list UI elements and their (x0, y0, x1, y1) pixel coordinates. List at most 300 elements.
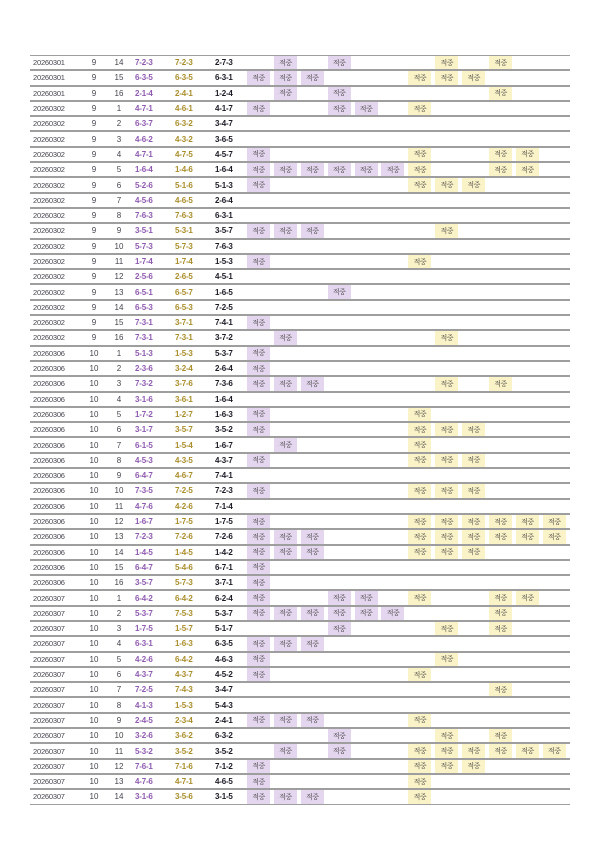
badge-slot (516, 790, 543, 803)
badge-slot (328, 408, 355, 421)
badge-slot (247, 775, 274, 788)
date-cell: 20260307 (33, 685, 65, 695)
pick3-cell: 3-4-7 (215, 685, 233, 695)
badge-slot (355, 132, 382, 145)
badge-slot (543, 301, 570, 314)
badge-slot (408, 71, 435, 84)
hit-badge-purple: 적중 (328, 285, 351, 298)
pick1-cell: 5-7-3 (135, 241, 153, 251)
badge-slot (435, 56, 462, 69)
group-cell: 10 (89, 409, 99, 419)
badge-slot (355, 270, 382, 283)
hit-badge-purple: 적중 (301, 163, 324, 176)
pick1-cell: 6-4-7 (135, 562, 153, 572)
hit-badge-purple: 적중 (274, 637, 297, 650)
date-cell: 20260306 (33, 364, 65, 374)
group-cell: 9 (91, 104, 97, 114)
badge-slot (462, 714, 489, 727)
hit-badge-purple: 적중 (247, 102, 270, 115)
round-cell: 11 (114, 746, 124, 756)
badge-slot (408, 637, 435, 650)
round-cell: 13 (114, 532, 124, 542)
badge-slot (274, 209, 301, 222)
pick1-cell: 2-5-6 (135, 272, 153, 282)
badge-slot (247, 194, 274, 207)
round-cell: 2 (116, 364, 122, 374)
hit-badge-purple: 적중 (247, 653, 270, 666)
badge-slot (301, 209, 328, 222)
badge-slot (489, 775, 516, 788)
hit-badge-yellow: 적중 (435, 331, 458, 344)
badge-slot (462, 285, 489, 298)
badge-slot (489, 408, 516, 421)
group-cell: 9 (91, 195, 97, 205)
badge-slot (462, 729, 489, 742)
badge-slot (408, 148, 435, 161)
badge-slot (355, 668, 382, 681)
badge-slot (516, 591, 543, 604)
badge-slot (516, 637, 543, 650)
badge-slot (247, 71, 274, 84)
badge-slot (328, 148, 355, 161)
hit-badge-purple: 적중 (274, 530, 297, 543)
pick2-cell: 6-5-7 (175, 287, 193, 297)
pick3-cell: 5-4-3 (215, 700, 233, 710)
badge-slot (328, 637, 355, 650)
badge-slot (247, 683, 274, 696)
group-cell: 9 (91, 149, 97, 159)
badge-slot (516, 301, 543, 314)
badge-slot (274, 622, 301, 635)
hit-badge-purple: 적중 (247, 178, 270, 191)
group-cell: 10 (89, 501, 99, 511)
badge-slot (435, 87, 462, 100)
hit-badge-purple: 적중 (247, 546, 270, 559)
badge-slot (543, 71, 570, 84)
badge-slot (381, 224, 408, 237)
badge-slot (435, 469, 462, 482)
badge-slot (516, 714, 543, 727)
badge-slot (408, 561, 435, 574)
badge-slot (462, 469, 489, 482)
hit-badge-purple: 적중 (328, 591, 351, 604)
badge-slot (543, 102, 570, 115)
group-cell: 9 (91, 73, 97, 83)
badge-slot (543, 224, 570, 237)
badge-slot (274, 683, 301, 696)
date-cell: 20260302 (33, 119, 65, 129)
badge-slot (381, 561, 408, 574)
badge-slot (274, 71, 301, 84)
badge-slot (301, 163, 328, 176)
badge-slot (462, 178, 489, 191)
badge-slot (274, 56, 301, 69)
hit-badge-yellow: 적중 (489, 744, 512, 757)
badge-slot (355, 71, 382, 84)
pick2-cell: 1-4-5 (175, 547, 193, 557)
badge-slot (301, 178, 328, 191)
badge-slot (328, 331, 355, 344)
hit-badge-purple: 적중 (247, 760, 270, 773)
table-row (30, 284, 570, 299)
badge-slot (381, 270, 408, 283)
group-cell: 10 (89, 761, 99, 771)
badge-slot (274, 377, 301, 390)
badge-slot (328, 515, 355, 528)
date-cell: 20260307 (33, 654, 65, 664)
group-cell: 10 (89, 486, 99, 496)
pick3-cell: 1-4-2 (215, 547, 233, 557)
badge-slot (301, 362, 328, 375)
badge-slot (247, 377, 274, 390)
pick2-cell: 6-5-3 (175, 302, 193, 312)
badge-slot (435, 515, 462, 528)
badge-slot (301, 393, 328, 406)
group-cell: 10 (89, 578, 99, 588)
hit-badge-purple: 적중 (247, 561, 270, 574)
badge-slot (381, 454, 408, 467)
badge-slot (462, 591, 489, 604)
badge-slot (489, 178, 516, 191)
hit-badge-yellow: 적중 (489, 622, 512, 635)
group-cell: 10 (89, 425, 99, 435)
badge-slot (435, 209, 462, 222)
pick3-cell: 3-7-2 (215, 333, 233, 343)
pick1-cell: 6-3-1 (135, 639, 153, 649)
round-cell: 4 (116, 149, 122, 159)
badge-slot (489, 209, 516, 222)
round-cell: 8 (116, 211, 122, 221)
badge-slot (301, 576, 328, 589)
hit-badge-yellow: 적중 (435, 377, 458, 390)
group-cell: 10 (89, 715, 99, 725)
pick3-cell: 1-2-4 (215, 88, 233, 98)
group-cell: 10 (89, 364, 99, 374)
date-cell: 20260307 (33, 700, 65, 710)
date-cell: 20260306 (33, 578, 65, 588)
hit-results-table (30, 55, 570, 805)
badge-slot (435, 760, 462, 773)
pick3-cell: 7-1-4 (215, 501, 233, 511)
badge-slot (435, 393, 462, 406)
badge-slot (381, 469, 408, 482)
group-cell: 10 (89, 379, 99, 389)
badge-slot (247, 744, 274, 757)
table-row (30, 376, 570, 391)
pick3-cell: 2-4-1 (215, 715, 233, 725)
badge-slot (516, 469, 543, 482)
group-cell: 10 (89, 731, 99, 741)
pick1-cell: 4-2-6 (135, 654, 153, 664)
badge-slot (435, 744, 462, 757)
badge-slot (462, 637, 489, 650)
hit-badge-purple: 적중 (328, 102, 351, 115)
badge-slot (328, 423, 355, 436)
badge-slot (355, 576, 382, 589)
hit-badge-purple: 적중 (247, 148, 270, 161)
hit-badge-yellow: 적중 (489, 56, 512, 69)
badge-slot (301, 744, 328, 757)
badge-slot (247, 637, 274, 650)
badge-slot (516, 87, 543, 100)
table-row (30, 636, 570, 651)
badge-slot (355, 178, 382, 191)
badge-slot (543, 622, 570, 635)
date-cell: 20260302 (33, 180, 65, 190)
pick2-cell: 7-6-3 (175, 211, 193, 221)
badge-slot (328, 209, 355, 222)
hit-badge-yellow: 적중 (489, 515, 512, 528)
badge-slot (274, 775, 301, 788)
round-cell: 5 (116, 654, 122, 664)
round-cell: 8 (116, 455, 122, 465)
pick3-cell: 4-5-2 (215, 670, 233, 680)
round-cell: 14 (114, 58, 124, 68)
date-cell: 20260301 (33, 73, 65, 83)
badge-slot (435, 729, 462, 742)
badge-slot (489, 255, 516, 268)
badge-slot (435, 224, 462, 237)
badge-slot (301, 117, 328, 130)
hit-badge-purple: 적중 (274, 790, 297, 803)
badge-slot (328, 285, 355, 298)
badge-slot (408, 576, 435, 589)
badge-slot (301, 301, 328, 314)
date-cell: 20260302 (33, 226, 65, 236)
badge-slot (274, 270, 301, 283)
date-cell: 20260302 (33, 318, 65, 328)
badge-slot (435, 117, 462, 130)
pick2-cell: 3-6-1 (175, 394, 193, 404)
badge-slot (435, 438, 462, 451)
group-cell: 10 (89, 471, 99, 481)
badge-slot (543, 209, 570, 222)
badge-slot (381, 576, 408, 589)
table-row (30, 177, 570, 192)
badge-slot (274, 653, 301, 666)
badge-slot (274, 637, 301, 650)
badge-slot (355, 515, 382, 528)
badge-slot (462, 484, 489, 497)
pick2-cell: 4-7-1 (175, 777, 193, 787)
hit-badge-yellow: 적중 (489, 530, 512, 543)
table-row (30, 193, 570, 208)
pick3-cell: 1-6-7 (215, 440, 233, 450)
badge-slot (435, 71, 462, 84)
date-cell: 20260306 (33, 409, 65, 419)
badge-slot (301, 194, 328, 207)
date-cell: 20260302 (33, 272, 65, 282)
badge-slot (462, 102, 489, 115)
badge-slot (247, 469, 274, 482)
date-cell: 20260306 (33, 562, 65, 572)
badge-slot (274, 454, 301, 467)
group-cell: 10 (89, 348, 99, 358)
pick1-cell: 4-6-2 (135, 134, 153, 144)
badge-slot (328, 500, 355, 513)
badge-slot (489, 683, 516, 696)
pick1-cell: 4-7-6 (135, 501, 153, 511)
badge-slot (355, 347, 382, 360)
hit-badge-purple: 적중 (274, 377, 297, 390)
badge-slot (328, 347, 355, 360)
hit-badge-yellow: 적중 (516, 591, 539, 604)
badge-slot (328, 729, 355, 742)
hit-badge-purple: 적중 (247, 775, 270, 788)
badge-slot (328, 546, 355, 559)
hit-badge-purple: 적중 (247, 607, 270, 620)
table-row (30, 269, 570, 284)
badge-slot (462, 561, 489, 574)
badge-slot (462, 423, 489, 436)
pick3-cell: 5-3-7 (215, 348, 233, 358)
pick3-cell: 3-1-5 (215, 792, 233, 802)
table-row (30, 315, 570, 330)
badge-slot (408, 393, 435, 406)
badge-slot (516, 454, 543, 467)
hit-badge-yellow: 적중 (462, 546, 485, 559)
date-cell: 20260306 (33, 455, 65, 465)
badge-slot (435, 714, 462, 727)
badge-slot (435, 362, 462, 375)
badge-slot (301, 546, 328, 559)
pick3-cell: 4-3-7 (215, 455, 233, 465)
badge-slot (247, 729, 274, 742)
badge-slot (408, 683, 435, 696)
badge-slot (543, 117, 570, 130)
badge-slot (543, 637, 570, 650)
pick2-cell: 1-5-7 (175, 624, 193, 634)
hit-badge-yellow: 적중 (489, 87, 512, 100)
badge-slot (328, 561, 355, 574)
round-cell: 10 (114, 731, 124, 741)
pick2-cell: 3-5-2 (175, 746, 193, 756)
badge-slot (328, 270, 355, 283)
pick2-cell: 5-7-3 (175, 578, 193, 588)
badge-slot (408, 194, 435, 207)
badge-slot (381, 393, 408, 406)
pick2-cell: 3-7-6 (175, 379, 193, 389)
badge-slot (355, 775, 382, 788)
table-row (30, 453, 570, 468)
table-row (30, 759, 570, 774)
pick1-cell: 3-2-6 (135, 731, 153, 741)
hit-badge-yellow: 적중 (408, 178, 431, 191)
badge-slot (247, 530, 274, 543)
badge-slot (408, 775, 435, 788)
badge-slot (489, 500, 516, 513)
badge-slot (435, 591, 462, 604)
badge-slot (328, 56, 355, 69)
hit-badge-yellow: 적중 (408, 102, 431, 115)
badge-slot (328, 240, 355, 253)
badge-slot (489, 515, 516, 528)
hit-badge-purple: 적중 (301, 546, 324, 559)
badge-slot (435, 331, 462, 344)
badge-slot (381, 607, 408, 620)
badge-slot (274, 316, 301, 329)
badge-slot (328, 255, 355, 268)
date-cell: 20260307 (33, 746, 65, 756)
badge-slot (247, 285, 274, 298)
badge-slot (462, 775, 489, 788)
badge-slot (355, 637, 382, 650)
badge-slot (543, 285, 570, 298)
round-cell: 6 (116, 670, 122, 680)
hit-badge-yellow: 적중 (516, 148, 539, 161)
badge-slot (247, 438, 274, 451)
badge-slot (381, 622, 408, 635)
badge-slot (355, 454, 382, 467)
date-cell: 20260301 (33, 88, 65, 98)
pick3-cell: 4-1-7 (215, 104, 233, 114)
pick2-cell: 1-5-3 (175, 700, 193, 710)
hit-badge-purple: 적중 (274, 438, 297, 451)
hit-badge-purple: 적중 (328, 87, 351, 100)
badge-slot (435, 561, 462, 574)
badge-slot (274, 469, 301, 482)
table-row (30, 483, 570, 498)
pick3-cell: 6-3-1 (215, 211, 233, 221)
date-cell: 20260302 (33, 211, 65, 221)
badge-slot (274, 714, 301, 727)
group-cell: 9 (91, 287, 97, 297)
pick2-cell: 4-7-5 (175, 149, 193, 159)
badge-slot (381, 194, 408, 207)
badge-slot (274, 546, 301, 559)
badge-slot (462, 377, 489, 390)
badge-slot (328, 744, 355, 757)
badge-slot (301, 240, 328, 253)
badge-slot (301, 653, 328, 666)
badge-slot (543, 194, 570, 207)
badge-slot (516, 530, 543, 543)
pick3-cell: 3-6-5 (215, 134, 233, 144)
badge-slot (355, 240, 382, 253)
group-cell: 10 (89, 547, 99, 557)
table-row (30, 728, 570, 743)
badge-slot (247, 255, 274, 268)
pick3-cell: 1-6-3 (215, 409, 233, 419)
badge-slot (408, 377, 435, 390)
badge-slot (381, 698, 408, 711)
pick1-cell: 4-7-6 (135, 777, 153, 787)
round-cell: 2 (116, 608, 122, 618)
badge-slot (247, 591, 274, 604)
badge-slot (408, 163, 435, 176)
badge-slot (301, 607, 328, 620)
badge-slot (408, 653, 435, 666)
table-row (30, 697, 570, 712)
date-cell: 20260306 (33, 532, 65, 542)
badge-slot (247, 209, 274, 222)
badge-slot (489, 790, 516, 803)
hit-badge-purple: 적중 (274, 224, 297, 237)
badge-slot (462, 515, 489, 528)
hit-badge-purple: 적중 (247, 484, 270, 497)
hit-badge-purple: 적중 (247, 362, 270, 375)
badge-slot (516, 438, 543, 451)
badge-slot (543, 500, 570, 513)
hit-badge-yellow: 적중 (408, 438, 431, 451)
badge-slot (489, 760, 516, 773)
table-row (30, 514, 570, 529)
pick2-cell: 6-3-5 (175, 73, 193, 83)
table-row (30, 621, 570, 636)
badge-slot (408, 316, 435, 329)
badge-slot (489, 591, 516, 604)
badge-slot (435, 698, 462, 711)
